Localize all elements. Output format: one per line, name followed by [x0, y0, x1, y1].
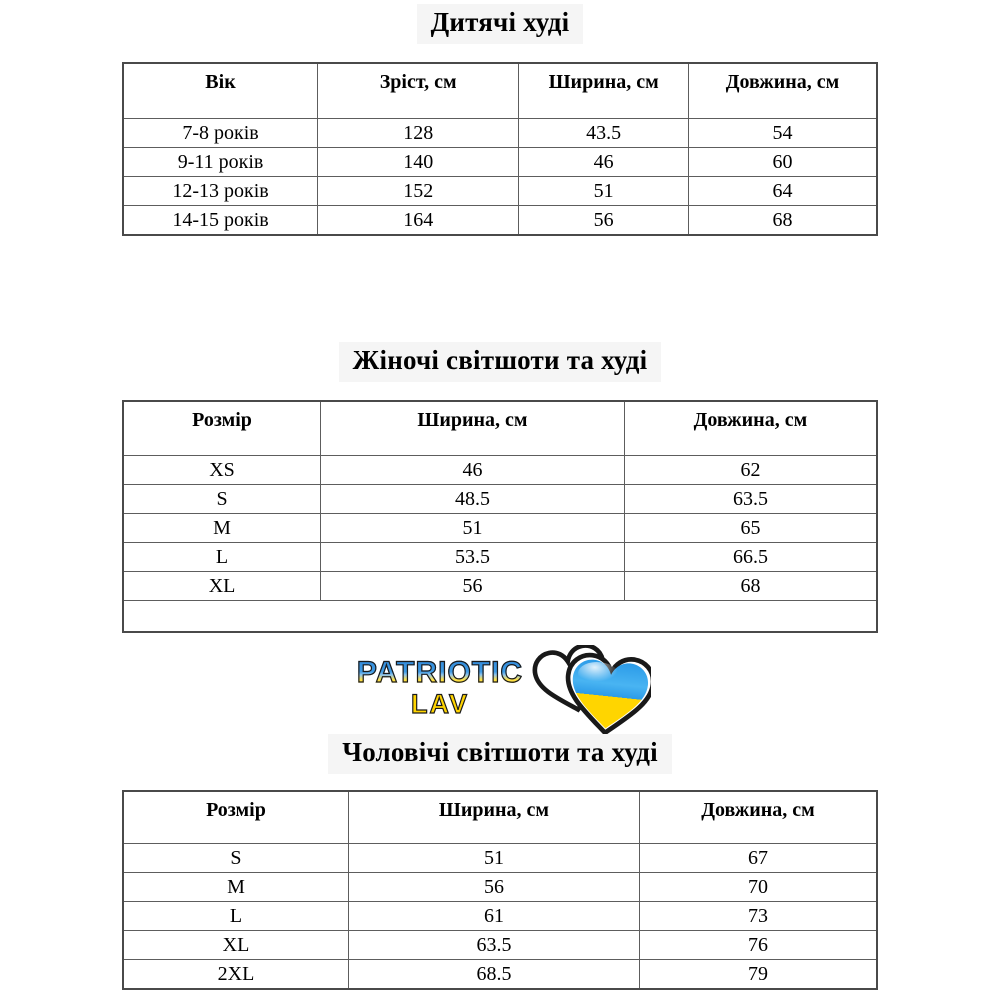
table-cell: L [123, 543, 321, 572]
women-size-table [122, 400, 878, 633]
table-cell: 56 [519, 206, 689, 236]
brand-name-line1: PATRIOTIC [356, 656, 524, 689]
table-cell: 79 [639, 960, 877, 990]
men-section-title: Чоловічі світшоти та худі [0, 734, 1000, 774]
table-cell: 68 [624, 572, 877, 601]
table-cell: 2XL [123, 960, 348, 990]
table-cell: 51 [519, 177, 689, 206]
table-cell [321, 601, 625, 633]
table-cell: 56 [348, 873, 639, 902]
column-header: Розмір [123, 401, 321, 456]
table-row [123, 931, 877, 960]
table-row [123, 902, 877, 931]
ukraine-flag-hearts-icon [529, 645, 651, 737]
table-cell [123, 601, 321, 633]
table-cell: 61 [348, 902, 639, 931]
table-row [123, 206, 877, 236]
table-cell: 43.5 [519, 119, 689, 148]
table-row [123, 543, 877, 572]
table-cell: 164 [318, 206, 519, 236]
column-header: Довжина, см [688, 63, 877, 119]
header-row [123, 63, 877, 119]
table-row [123, 485, 877, 514]
header-row [123, 791, 877, 844]
table-cell: XL [123, 572, 321, 601]
table-cell: L [123, 902, 348, 931]
table-cell: S [123, 485, 321, 514]
column-header: Довжина, см [639, 791, 877, 844]
table-cell: 140 [318, 148, 519, 177]
table-cell [624, 601, 877, 633]
table-cell: 76 [639, 931, 877, 960]
table-cell: 68.5 [348, 960, 639, 990]
header-row [123, 401, 877, 456]
table-row [123, 601, 877, 633]
brand-logo [4, 645, 1000, 737]
table-cell: 7-8 років [123, 119, 318, 148]
table-row [123, 148, 877, 177]
column-header: Ширина, см [519, 63, 689, 119]
column-header: Ширина, см [321, 401, 625, 456]
table-cell: 51 [321, 514, 625, 543]
table-cell: 9-11 років [123, 148, 318, 177]
table-cell: 12-13 років [123, 177, 318, 206]
table-cell: 65 [624, 514, 877, 543]
table-row [123, 514, 877, 543]
table-cell: 73 [639, 902, 877, 931]
table-cell: 48.5 [321, 485, 625, 514]
table-row [123, 572, 877, 601]
table-cell: 56 [321, 572, 625, 601]
table-row [123, 960, 877, 990]
table-row [123, 873, 877, 902]
table-cell: 128 [318, 119, 519, 148]
table-cell: 63.5 [624, 485, 877, 514]
table-cell: 54 [688, 119, 877, 148]
table-cell: 63.5 [348, 931, 639, 960]
table-cell: 53.5 [321, 543, 625, 572]
table-cell: 60 [688, 148, 877, 177]
table-cell: M [123, 873, 348, 902]
table-row [123, 456, 877, 485]
table-cell: XS [123, 456, 321, 485]
table-cell: 66.5 [624, 543, 877, 572]
kids-size-table [122, 62, 878, 236]
table-cell: 64 [688, 177, 877, 206]
table-cell: 68 [688, 206, 877, 236]
column-header: Розмір [123, 791, 348, 844]
brand-name-line2: LAV [411, 689, 469, 719]
table-cell: 70 [639, 873, 877, 902]
table-row [123, 844, 877, 873]
table-cell: S [123, 844, 348, 873]
table-cell: 46 [519, 148, 689, 177]
table-cell: 152 [318, 177, 519, 206]
column-header: Довжина, см [624, 401, 877, 456]
table-cell: M [123, 514, 321, 543]
table-cell: 51 [348, 844, 639, 873]
table-row [123, 177, 877, 206]
table-cell: 14-15 років [123, 206, 318, 236]
table-cell: XL [123, 931, 348, 960]
table-row [123, 119, 877, 148]
column-header: Вік [123, 63, 318, 119]
column-header: Ширина, см [348, 791, 639, 844]
column-header: Зріст, см [318, 63, 519, 119]
men-size-table [122, 790, 878, 990]
table-cell: 67 [639, 844, 877, 873]
table-cell: 46 [321, 456, 625, 485]
brand-logo-text [357, 658, 523, 718]
table-cell: 62 [624, 456, 877, 485]
flag-heart-icon [563, 653, 651, 737]
kids-section-title: Дитячі худі [0, 4, 1000, 44]
women-section-title: Жіночі світшоти та худі [0, 342, 1000, 382]
